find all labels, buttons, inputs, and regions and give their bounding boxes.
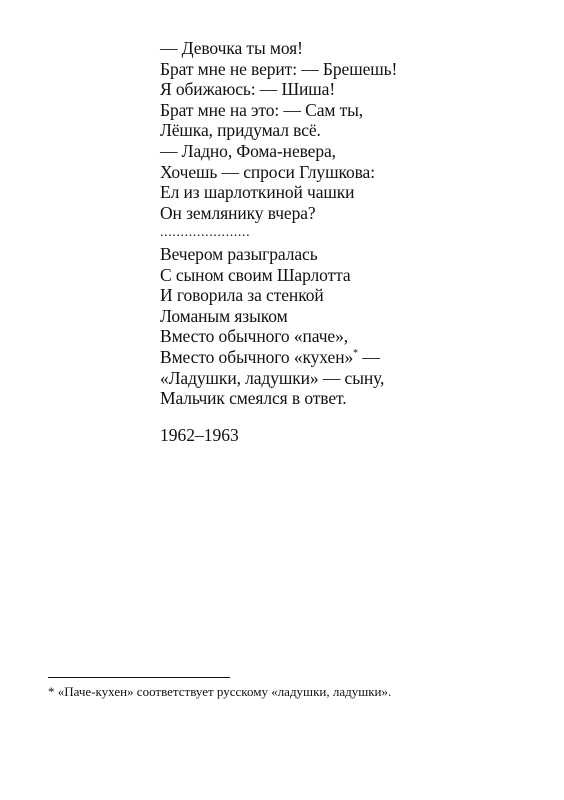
poem-line-with-footnote	[160, 347, 540, 368]
poem-line: «Ладушки, ладушки» — сыну,	[160, 367, 385, 388]
poem-line: — Ладно, Фома-невера,	[160, 140, 336, 161]
poem-line: Ел из шарлоткиной чашки	[160, 182, 355, 203]
footnote-marker: *	[353, 348, 359, 360]
poem-line: Вместо обычного «паче»,	[160, 326, 349, 347]
stanza-2	[160, 244, 540, 409]
poem-line: Мальчик смеялся в ответ.	[160, 388, 347, 409]
poem-line: Брат мне на это: — Сам ты,	[160, 99, 364, 120]
poem-line: Я обижаюсь: — Шиша!	[160, 79, 336, 100]
poem-line: Он землянику вчера?	[160, 202, 316, 223]
poem-line-text: —	[358, 346, 380, 367]
poem-text	[160, 38, 540, 445]
poem-line-text: Вместо обычного «кухен»	[160, 346, 354, 367]
poem-line: — Девочка ты моя!	[160, 38, 303, 58]
footnote-divider	[48, 677, 230, 678]
poem-line: Ломаным языком	[160, 305, 288, 326]
poem-line: С сыном своим Шарлотта	[160, 264, 351, 285]
poem-line: И говорила за стенкой	[160, 285, 324, 306]
section-separator: ......................	[160, 225, 251, 241]
poem-line: Лёшка, придумал всё.	[160, 120, 321, 141]
poem-line: Вечером разыгралась	[160, 243, 318, 264]
stanza-1	[160, 38, 540, 223]
poem-date: 1962–1963	[160, 424, 239, 445]
poem-line: Брат мне не верит: — Брешешь!	[160, 58, 398, 79]
footnote-text: * «Паче-кухен» соответствует русскому «ладушки, ладушки».	[48, 684, 392, 699]
poem-line: Хочешь — спроси Глушкова:	[160, 161, 375, 182]
